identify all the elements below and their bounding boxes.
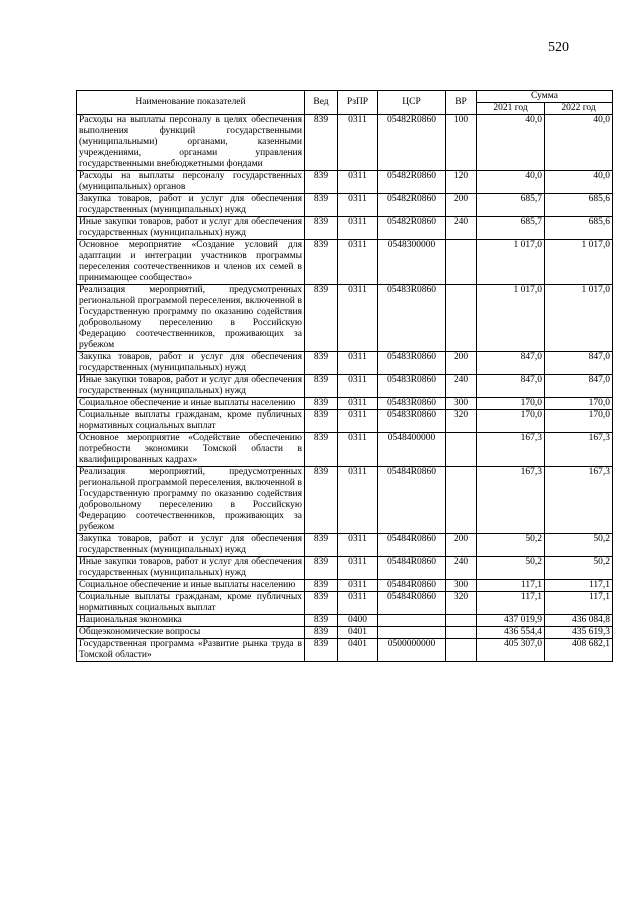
cell-ved: 839 [305, 375, 338, 398]
cell-2021: 170,0 [477, 410, 545, 433]
cell-csr: 05483R0860 [378, 285, 446, 352]
cell-name: Иные закупки товаров, работ и услуг для обеспечения государственных (муниципальных) нужд [77, 217, 305, 240]
cell-2021: 437 019,9 [477, 615, 545, 627]
cell-csr: 05482R0860 [378, 171, 446, 194]
cell-rzpr: 0311 [338, 557, 378, 580]
table-row [77, 398, 613, 410]
cell-rzpr: 0401 [338, 639, 378, 662]
cell-csr: 05483R0860 [378, 352, 446, 375]
table-row [77, 240, 613, 285]
header-ved: Вед [305, 91, 338, 115]
cell-rzpr: 0400 [338, 615, 378, 627]
header-row [77, 91, 613, 103]
cell-2021: 40,0 [477, 115, 545, 171]
cell-vr [446, 433, 477, 467]
header-2021: 2021 год [477, 103, 545, 115]
cell-csr: 05482R0860 [378, 115, 446, 171]
cell-vr [446, 285, 477, 352]
cell-2021: 167,3 [477, 433, 545, 467]
cell-rzpr: 0311 [338, 410, 378, 433]
cell-vr [446, 240, 477, 285]
cell-name: Социальные выплаты гражданам, кроме публичных нормативных социальных выплат [77, 592, 305, 615]
cell-ved: 839 [305, 580, 338, 592]
cell-csr: 05483R0860 [378, 398, 446, 410]
cell-2021: 40,0 [477, 171, 545, 194]
cell-ved: 839 [305, 410, 338, 433]
cell-vr: 300 [446, 398, 477, 410]
cell-ved: 839 [305, 171, 338, 194]
cell-ved: 839 [305, 615, 338, 627]
cell-name: Социальное обеспечение и иные выплаты населению [77, 398, 305, 410]
cell-vr: 100 [446, 115, 477, 171]
header-2022: 2022 год [545, 103, 613, 115]
cell-vr: 200 [446, 352, 477, 375]
table-row [77, 217, 613, 240]
cell-2022: 435 619,3 [545, 627, 613, 639]
table-row [77, 627, 613, 639]
cell-csr: 05484R0860 [378, 592, 446, 615]
table-row [77, 352, 613, 375]
cell-vr: 240 [446, 217, 477, 240]
cell-name: Закупка товаров, работ и услуг для обеспечения государственных (муниципальных) нужд [77, 194, 305, 217]
cell-rzpr: 0311 [338, 580, 378, 592]
cell-vr [446, 615, 477, 627]
cell-2022: 167,3 [545, 433, 613, 467]
cell-rzpr: 0311 [338, 467, 378, 534]
header-rzpr: РзПР [338, 91, 378, 115]
table-row [77, 171, 613, 194]
cell-rzpr: 0311 [338, 194, 378, 217]
table-row [77, 285, 613, 352]
table-row [77, 115, 613, 171]
cell-csr [378, 627, 446, 639]
cell-rzpr: 0311 [338, 433, 378, 467]
cell-csr: 05482R0860 [378, 194, 446, 217]
cell-vr: 320 [446, 410, 477, 433]
cell-vr [446, 627, 477, 639]
cell-2022: 685,6 [545, 217, 613, 240]
table-row [77, 410, 613, 433]
cell-csr: 05483R0860 [378, 410, 446, 433]
cell-2021: 685,7 [477, 217, 545, 240]
cell-ved: 839 [305, 557, 338, 580]
cell-ved: 839 [305, 194, 338, 217]
cell-2022: 1 017,0 [545, 285, 613, 352]
cell-ved: 839 [305, 433, 338, 467]
cell-csr: 05483R0860 [378, 375, 446, 398]
cell-2021: 170,0 [477, 398, 545, 410]
cell-2022: 408 682,1 [545, 639, 613, 662]
cell-2022: 1 017,0 [545, 240, 613, 285]
table-row [77, 639, 613, 662]
cell-2022: 50,2 [545, 557, 613, 580]
cell-2021: 847,0 [477, 375, 545, 398]
cell-vr: 240 [446, 375, 477, 398]
cell-name: Иные закупки товаров, работ и услуг для обеспечения государственных (муниципальных) нужд [77, 375, 305, 398]
cell-name: Общеэкономические вопросы [77, 627, 305, 639]
table-row [77, 375, 613, 398]
cell-ved: 839 [305, 467, 338, 534]
cell-2021: 436 554,4 [477, 627, 545, 639]
cell-csr: 0548400000 [378, 433, 446, 467]
cell-vr: 320 [446, 592, 477, 615]
cell-name: Закупка товаров, работ и услуг для обеспечения государственных (муниципальных) нужд [77, 534, 305, 557]
cell-ved: 839 [305, 627, 338, 639]
cell-rzpr: 0311 [338, 171, 378, 194]
page-number: 520 [548, 40, 569, 55]
cell-2021: 167,3 [477, 467, 545, 534]
cell-ved: 839 [305, 217, 338, 240]
cell-2021: 50,2 [477, 534, 545, 557]
header-sum: Сумма [477, 91, 613, 103]
cell-2021: 1 017,0 [477, 285, 545, 352]
cell-csr: 05484R0860 [378, 557, 446, 580]
cell-name: Социальные выплаты гражданам, кроме публичных нормативных социальных выплат [77, 410, 305, 433]
cell-2021: 50,2 [477, 557, 545, 580]
cell-ved: 839 [305, 592, 338, 615]
header-name: Наименование показателей [77, 91, 305, 115]
cell-2021: 117,1 [477, 592, 545, 615]
header-vr: ВР [446, 91, 477, 115]
cell-2022: 117,1 [545, 580, 613, 592]
cell-name: Расходы на выплаты персоналу государственных (муниципальных) органов [77, 171, 305, 194]
cell-rzpr: 0311 [338, 352, 378, 375]
cell-rzpr: 0311 [338, 592, 378, 615]
cell-ved: 839 [305, 352, 338, 375]
table-body [77, 115, 613, 662]
cell-ved: 839 [305, 398, 338, 410]
table-row [77, 534, 613, 557]
cell-name: Иные закупки товаров, работ и услуг для обеспечения государственных (муниципальных) нужд [77, 557, 305, 580]
cell-vr: 200 [446, 194, 477, 217]
cell-name: Расходы на выплаты персоналу в целях обеспечения выполнения функций государственными (муниципальными) органами, казенными учреждениями, органами управления государственными внебюджетными фондами [77, 115, 305, 171]
cell-csr: 05484R0860 [378, 534, 446, 557]
cell-2022: 847,0 [545, 375, 613, 398]
cell-name: Государственная программа «Развитие рынка труда в Томской области» [77, 639, 305, 662]
cell-2022: 117,1 [545, 592, 613, 615]
cell-name: Реализация мероприятий, предусмотренных региональной программой переселения, включенной в Государственную программу по оказанию содействия добровольному переселению в Российскую Федерацию соотечественников, проживающих за рубежом [77, 285, 305, 352]
cell-name: Основное мероприятие «Содействие обеспечению потребности экономики Томской области в квалифицированных кадрах» [77, 433, 305, 467]
cell-2022: 685,6 [545, 194, 613, 217]
cell-csr: 05484R0860 [378, 467, 446, 534]
cell-rzpr: 0311 [338, 115, 378, 171]
table-row [77, 615, 613, 627]
cell-rzpr: 0311 [338, 375, 378, 398]
cell-rzpr: 0311 [338, 285, 378, 352]
cell-2022: 40,0 [545, 115, 613, 171]
cell-csr [378, 615, 446, 627]
cell-vr [446, 639, 477, 662]
table-row [77, 580, 613, 592]
cell-vr: 240 [446, 557, 477, 580]
cell-2022: 40,0 [545, 171, 613, 194]
cell-name: Закупка товаров, работ и услуг для обеспечения государственных (муниципальных) нужд [77, 352, 305, 375]
cell-vr: 200 [446, 534, 477, 557]
cell-rzpr: 0401 [338, 627, 378, 639]
cell-csr: 05484R0860 [378, 580, 446, 592]
cell-2021: 405 307,0 [477, 639, 545, 662]
cell-2022: 436 084,8 [545, 615, 613, 627]
cell-vr [446, 467, 477, 534]
cell-csr: 0548300000 [378, 240, 446, 285]
cell-2021: 685,7 [477, 194, 545, 217]
cell-csr: 05482R0860 [378, 217, 446, 240]
cell-ved: 839 [305, 285, 338, 352]
table-row [77, 557, 613, 580]
cell-name: Реализация мероприятий, предусмотренных региональной программой переселения, включенной в Государственную программу по оказанию содействия добровольному переселению в Российскую Федерацию соотечественников, проживающих за рубежом [77, 467, 305, 534]
cell-name: Национальная экономика [77, 615, 305, 627]
table-row [77, 467, 613, 534]
budget-table [76, 90, 613, 662]
cell-rzpr: 0311 [338, 240, 378, 285]
cell-2022: 170,0 [545, 410, 613, 433]
cell-name: Основное мероприятие «Создание условий для адаптации и интеграции участников программы переселения соотечественников и членов их семей в принимающее сообщество» [77, 240, 305, 285]
cell-2021: 1 017,0 [477, 240, 545, 285]
header-csr: ЦСР [378, 91, 446, 115]
cell-2022: 847,0 [545, 352, 613, 375]
cell-rzpr: 0311 [338, 534, 378, 557]
cell-vr: 120 [446, 171, 477, 194]
cell-csr: 0500000000 [378, 639, 446, 662]
table-row [77, 592, 613, 615]
cell-ved: 839 [305, 115, 338, 171]
cell-rzpr: 0311 [338, 217, 378, 240]
cell-2022: 167,3 [545, 467, 613, 534]
cell-2022: 50,2 [545, 534, 613, 557]
cell-ved: 839 [305, 534, 338, 557]
cell-vr: 300 [446, 580, 477, 592]
cell-ved: 839 [305, 639, 338, 662]
cell-2021: 847,0 [477, 352, 545, 375]
cell-2021: 117,1 [477, 580, 545, 592]
cell-name: Социальное обеспечение и иные выплаты населению [77, 580, 305, 592]
cell-2022: 170,0 [545, 398, 613, 410]
cell-ved: 839 [305, 240, 338, 285]
table-row [77, 194, 613, 217]
table-row [77, 433, 613, 467]
cell-rzpr: 0311 [338, 398, 378, 410]
